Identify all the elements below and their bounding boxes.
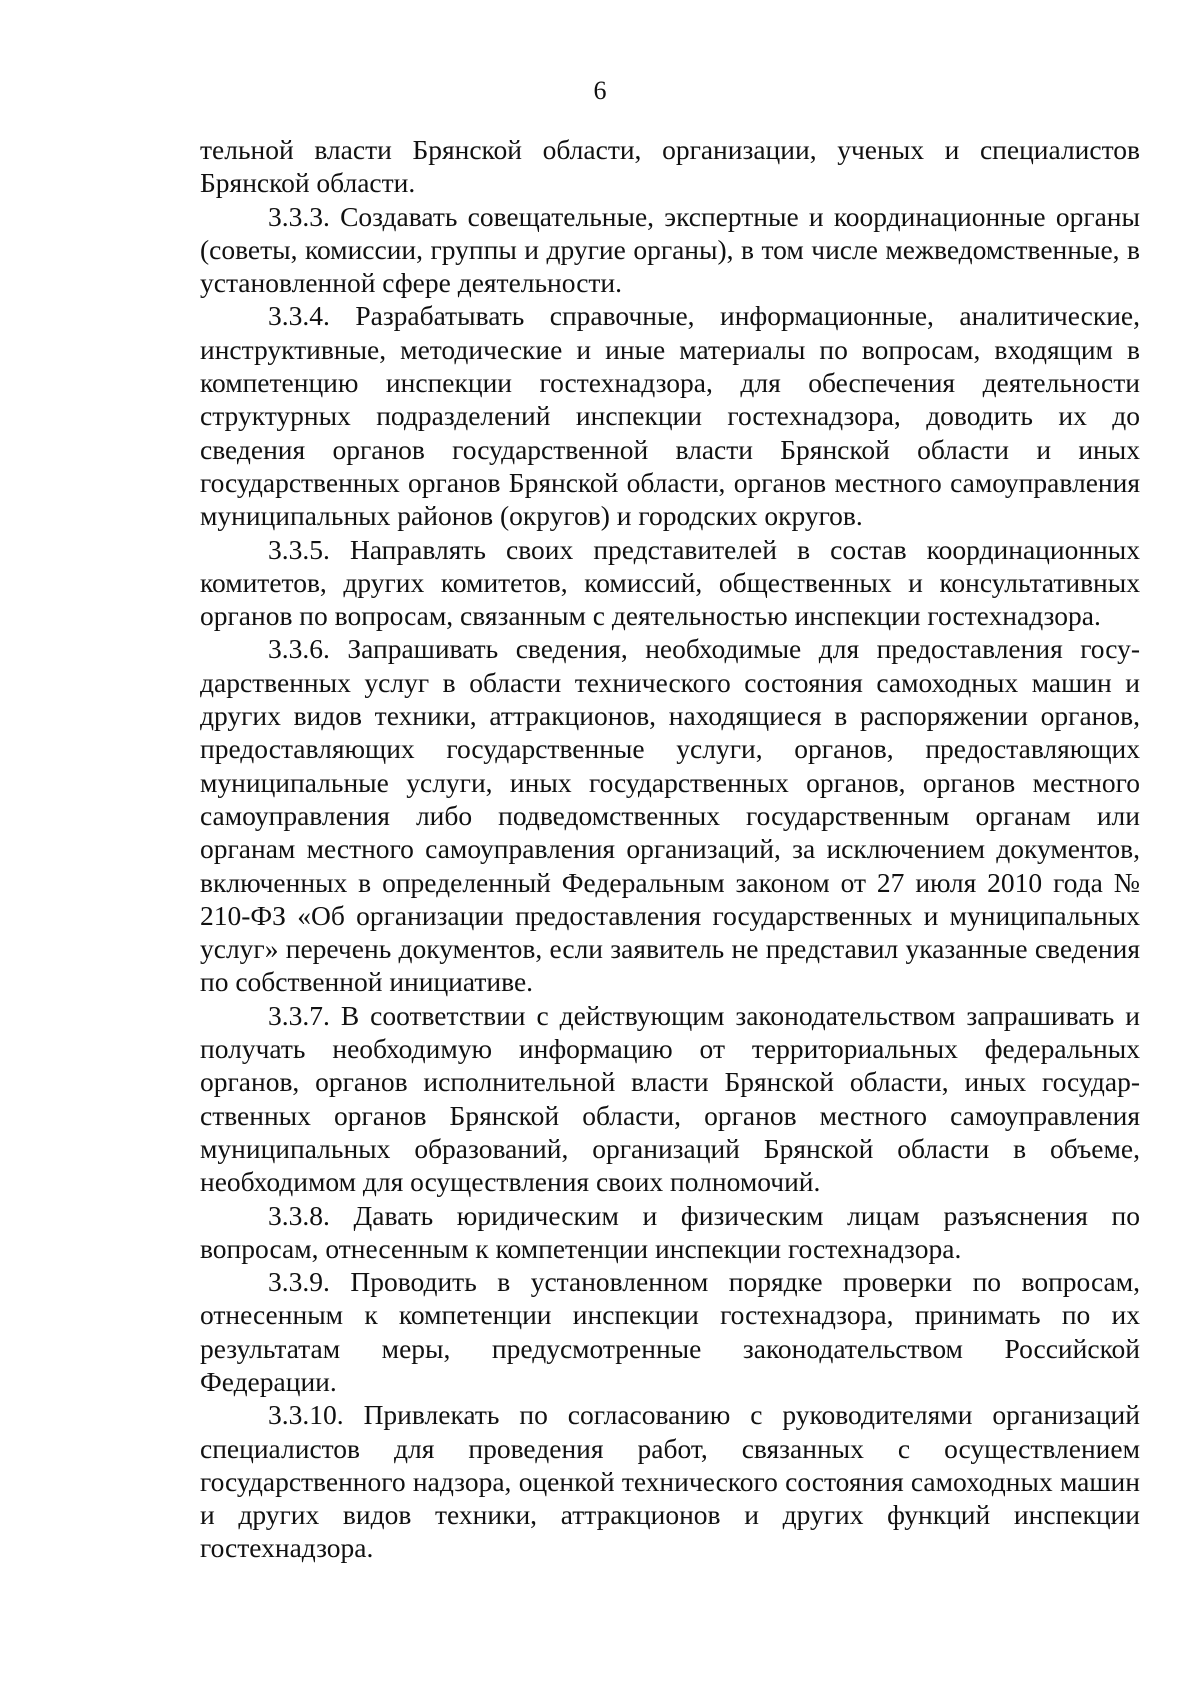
document-body <box>200 133 1140 1565</box>
paragraph-3-3-5: 3.3.5. Направлять своих представителей в состав координационных комитетов, других комитетов, комиссий, общественных и консультативных органов по вопросам, связанным с деятельностью инспекции гостехнадзора. <box>200 533 1140 632</box>
page-number: 6 <box>593 76 607 105</box>
paragraph-3-3-8: 3.3.8. Давать юридическим и физическим лицам разъяснения по вопросам, отнесенным к компетенции инспекции гостехнадзора. <box>200 1199 1140 1264</box>
paragraph-3-3-7: 3.3.7. В соответствии с действующим законодательством запрашивать и получать необходимую информацию от территориальных федеральных органов, органов исполнительной власти Брянской области, иных государственных органов Брянской области, органов местного самоуправления муниципальных образований, организаций Брянской области в объеме, необходимом для осуществления своих полномочий. <box>200 999 1140 1198</box>
paragraph-3-3-9: 3.3.9. Проводить в установленном порядке проверки по вопросам, отнесенным к компетенции инспекции гостехнадзора, принимать по их результатам меры, предусмотренные законодательством Российской Федерации. <box>200 1266 1140 1397</box>
paragraph-continuation: тельной власти Брянской области, организации, ученых и специалистов Брянской области. <box>200 134 1140 199</box>
paragraph-3-3-10: 3.3.10. Привлекать по согласованию с руководителями организаций специалистов для проведения работ, связанных с осуществлением государственного надзора, оценкой технического состояния самоходных машин и других видов техники, аттракционов и других функций инспекции гостехнадзора. <box>200 1399 1140 1564</box>
paragraph-3-3-3: 3.3.3. Создавать совещательные, экспертные и координационные органы (советы, комиссии, группы и другие органы), в том числе межведомственные, в установленной сфере деятельности. <box>200 200 1140 299</box>
paragraph-3-3-6: 3.3.6. Запрашивать сведения, необходимые для предоставления государственных услуг в области технического состояния самоходных машин и других видов техники, аттракционов, находящиеся в распоряжении органов, предоставляющих государственные услуги, органов, предоставляющих муниципальные услуги, иных государственных органов, органов местного самоуправления либо подведомственных государственным органам или органам местного самоуправления организаций, за исключением документов, включенных в определенный Федеральным законом от 27 июля 2010 года № 210-ФЗ «Об организации предоставления государственных и муниципальных услуг» перечень документов, если заявитель не представил указанные сведения по собственной инициативе. <box>200 633 1140 998</box>
paragraph-3-3-4: 3.3.4. Разрабатывать справочные, информационные, аналитические, инструктивные, методические и иные материалы по вопросам, входящим в компетенцию инспекции гостехнадзора, для обеспечения деятельности структурных подразделений инспекции гостехнадзора, доводить их до сведения органов государственной власти Брянской области и иных государственных органов Брянской области, органов местного самоуправления муниципальных районов (округов) и городских округов. <box>200 300 1140 532</box>
